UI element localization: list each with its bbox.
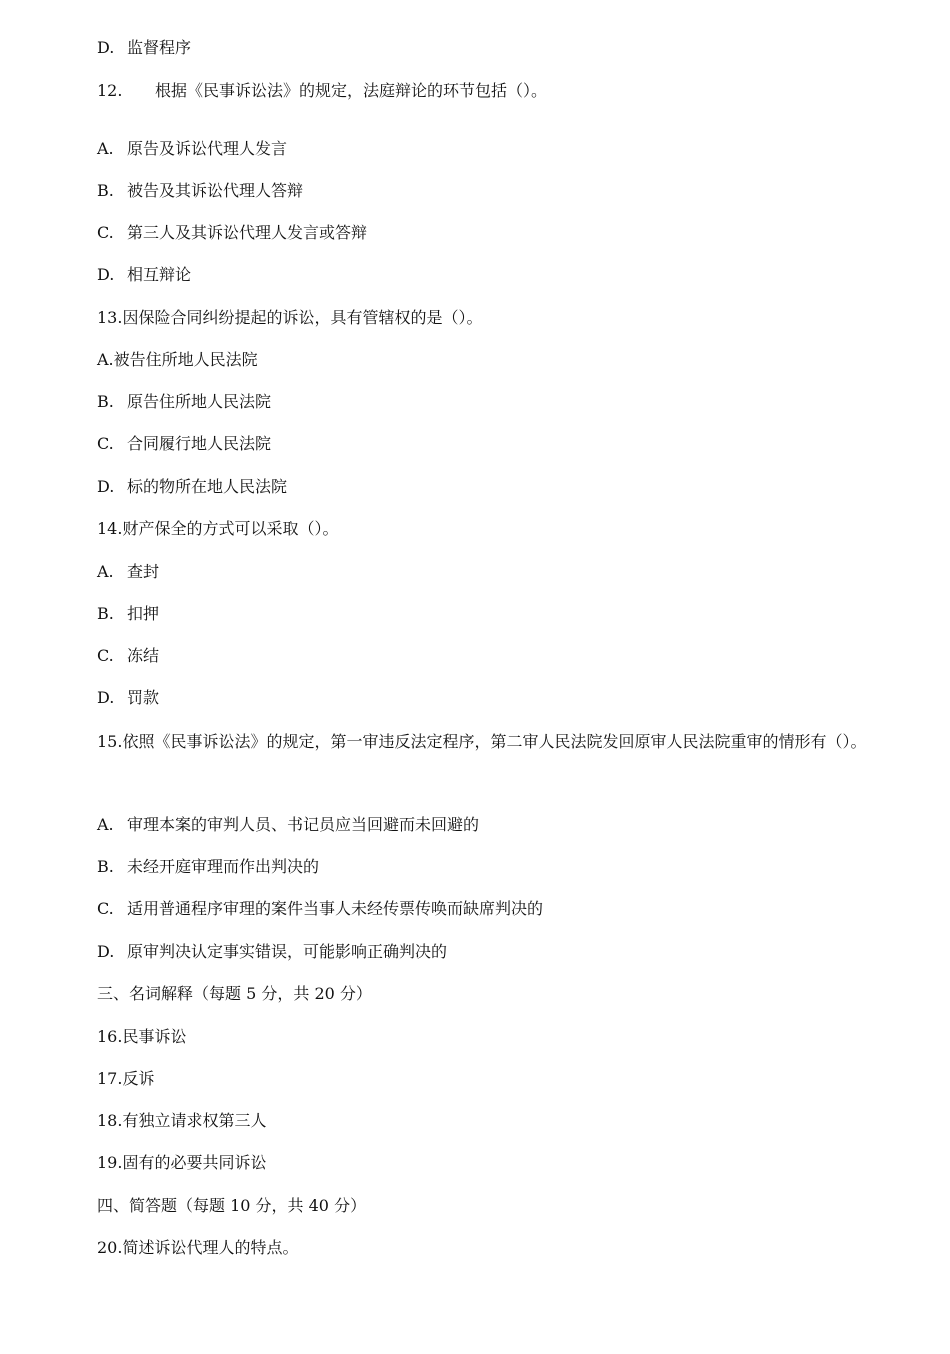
option-text: 扣押	[127, 604, 160, 623]
question-text: 根据《民事诉讼法》的规定，法庭辩论的环节包括（）。	[155, 81, 548, 100]
option-letter: B.	[97, 857, 114, 876]
q14-option-b	[97, 604, 159, 624]
option-letter: C.	[97, 223, 114, 242]
section-heading-definitions: 三、名词解释（每题 5 分，共 20 分）	[97, 984, 372, 1003]
term-item: 16.民事诉讼	[97, 1027, 187, 1046]
question-number: 12.	[97, 81, 123, 100]
q14-option-a	[97, 562, 159, 582]
option-text: 原审判决认定事实错误，可能影响正确判决的	[127, 942, 448, 961]
q11-option-d	[97, 38, 191, 58]
option-letter: A.	[97, 562, 114, 581]
option-letter: D.	[97, 688, 115, 707]
option-text: 原告及诉讼代理人发言	[127, 139, 288, 158]
option-letter: A.	[97, 815, 114, 834]
option-letter: A.	[97, 139, 114, 158]
option-text: 标的物所在地人民法院	[127, 477, 288, 496]
option-letter: D.	[97, 38, 115, 57]
q13-option-d	[97, 477, 287, 497]
section-heading-short-answer: 四、简答题（每题 10 分，共 40 分）	[97, 1196, 367, 1215]
option-text: 合同履行地人民法院	[127, 434, 272, 453]
option-text: 原告住所地人民法院	[127, 392, 272, 411]
q12-option-d	[97, 265, 191, 285]
q15-option-b	[97, 857, 319, 877]
q13-option-b	[97, 392, 271, 412]
option-letter: B.	[97, 604, 114, 623]
option-text: 第三人及其诉讼代理人发言或答辩	[127, 223, 368, 242]
q15-option-d	[97, 942, 447, 962]
term-item: 17.反诉	[97, 1069, 155, 1088]
q14-option-d	[97, 688, 159, 708]
option-text: 适用普通程序审理的案件当事人未经传票传唤而缺席判决的	[127, 899, 544, 918]
option-text: 审理本案的审判人员、书记员应当回避而未回避的	[127, 815, 480, 834]
q20-stem: 20.简述诉讼代理人的特点。	[97, 1238, 299, 1257]
q12-option-a	[97, 139, 287, 159]
option-letter: D.	[97, 265, 115, 284]
option-text: 未经开庭审理而作出判决的	[127, 857, 320, 876]
option-text: 被告及其诉讼代理人答辩	[127, 181, 304, 200]
q13-option-c	[97, 434, 271, 454]
option-letter: C.	[97, 434, 114, 453]
option-text: 罚款	[127, 688, 160, 707]
option-letter: C.	[97, 646, 114, 665]
q12-stem	[97, 81, 547, 101]
option-text: 相互辩论	[127, 265, 192, 284]
q14-option-c	[97, 646, 159, 666]
q13-option-a: A.被告住所地人民法院	[97, 350, 258, 369]
q12-option-c	[97, 223, 367, 243]
option-letter: D.	[97, 477, 115, 496]
q12-option-b	[97, 181, 303, 201]
term-item: 19.固有的必要共同诉讼	[97, 1153, 267, 1172]
q15-option-c	[97, 899, 543, 919]
option-letter: B.	[97, 392, 114, 411]
term-item: 18.有独立请求权第三人	[97, 1111, 267, 1130]
option-text: 查封	[127, 562, 160, 581]
q13-stem: 13.因保险合同纠纷提起的诉讼，具有管辖权的是（）。	[97, 308, 483, 327]
option-letter: D.	[97, 942, 115, 961]
option-letter: C.	[97, 899, 114, 918]
q14-stem: 14.财产保全的方式可以采取（）。	[97, 519, 339, 538]
option-letter: B.	[97, 181, 114, 200]
option-text: 冻结	[127, 646, 160, 665]
q15-stem: 15.依照《民事诉讼法》的规定，第一审违反法定程序，第二审人民法院发回原审人民法院重审的情形有（）。	[97, 732, 867, 751]
q15-option-a	[97, 815, 479, 835]
option-text: 监督程序	[127, 38, 192, 57]
